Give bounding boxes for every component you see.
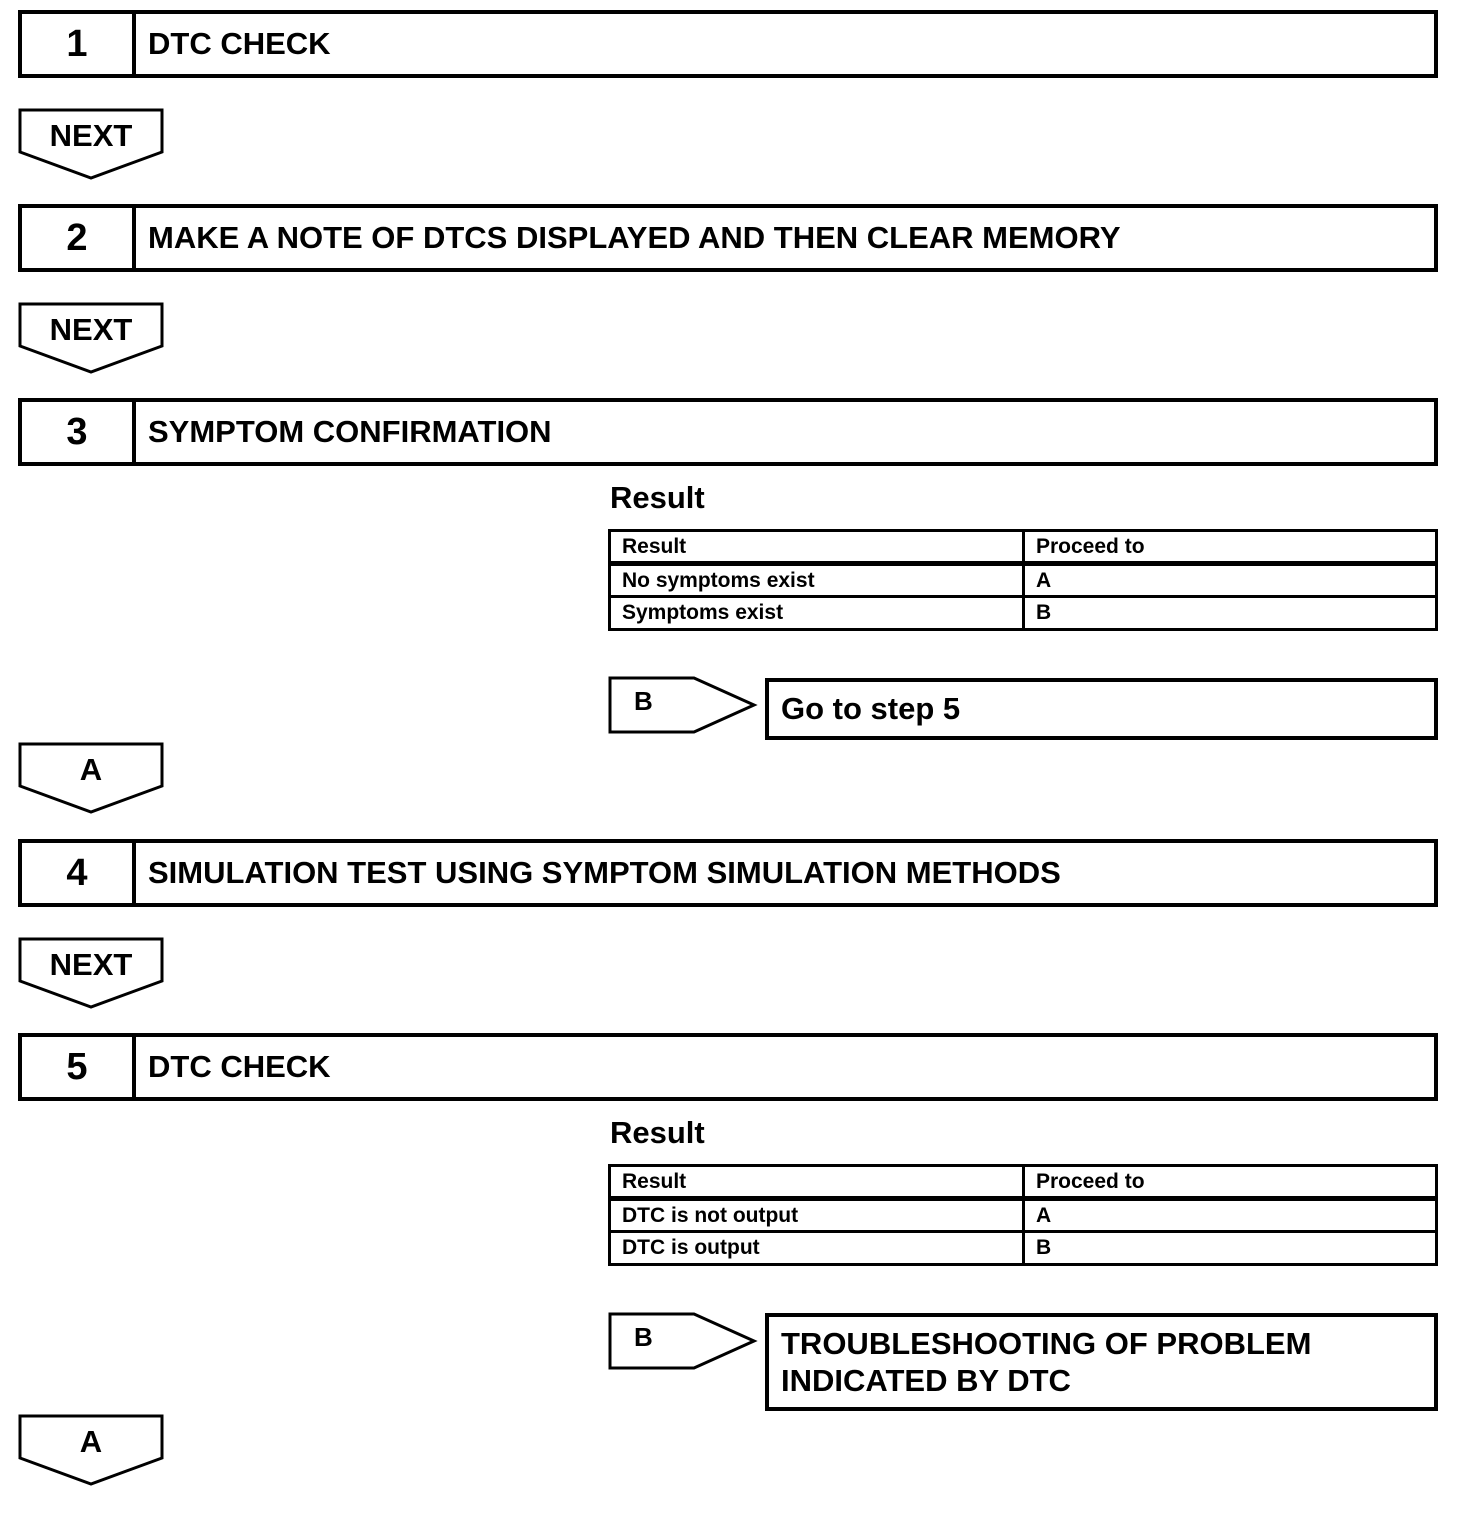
step-title: MAKE A NOTE OF DTCS DISPLAYED AND THEN CLEAR MEMORY [148,220,1121,255]
table-cell: DTC is not output [610,1199,1024,1232]
a-arrow [18,1414,164,1488]
table-cell: DTC is output [610,1232,1024,1265]
arrow-label: NEXT [49,947,133,982]
branch-target-line: TROUBLESHOOTING OF PROBLEM [781,1326,1312,1361]
right-arrow-shape [608,1312,758,1370]
step-4-box [18,839,1438,907]
arrow-label: NEXT [49,312,133,347]
arrow-label: A [79,752,103,787]
branch-target-box [765,1313,1438,1411]
table-row [610,564,1437,597]
table-row [610,1199,1437,1232]
header-cell: Result [610,531,1024,564]
arrow-label: A [79,1424,103,1459]
arrow-label: NEXT [49,118,133,153]
next-arrow [18,302,164,376]
table-row [610,597,1437,630]
step-title: SYMPTOM CONFIRMATION [148,414,552,449]
next-arrow [18,108,164,182]
result-table [608,1164,1438,1266]
table-header-row [610,1166,1437,1199]
result-table [608,529,1438,631]
right-arrow-shape [608,676,758,734]
step-number: 4 [22,843,136,903]
step-title: DTC CHECK [148,26,331,61]
table-cell: A [1024,564,1437,597]
branch-target-text: Go to step 5 [781,691,961,726]
result-heading: Result [610,1115,705,1150]
step-number: 5 [22,1037,136,1097]
step-5-box [18,1033,1438,1101]
table-cell: A [1024,1199,1437,1232]
header-cell: Proceed to [1024,531,1437,564]
header-cell: Result [610,1166,1024,1199]
branch-target-box [765,678,1438,740]
table-cell: B [1024,597,1437,630]
step-title: SIMULATION TEST USING SYMPTOM SIMULATION METHODS [148,855,1061,890]
step-number: 2 [22,208,136,268]
result-heading: Result [610,480,705,515]
next-arrow [18,937,164,1011]
step-title: DTC CHECK [148,1049,331,1084]
step-2-box [18,204,1438,272]
step-number: 3 [22,402,136,462]
table-header-row [610,531,1437,564]
step-3-box [18,398,1438,466]
table-row [610,1232,1437,1265]
step-number: 1 [22,14,136,74]
branch-target-line: INDICATED BY DTC [781,1363,1071,1398]
a-arrow [18,742,164,816]
branch-label: B [634,1322,653,1352]
branch-label: B [634,686,653,716]
step-1-box [18,10,1438,78]
table-cell: Symptoms exist [610,597,1024,630]
table-cell: B [1024,1232,1437,1265]
table-cell: No symptoms exist [610,564,1024,597]
header-cell: Proceed to [1024,1166,1437,1199]
